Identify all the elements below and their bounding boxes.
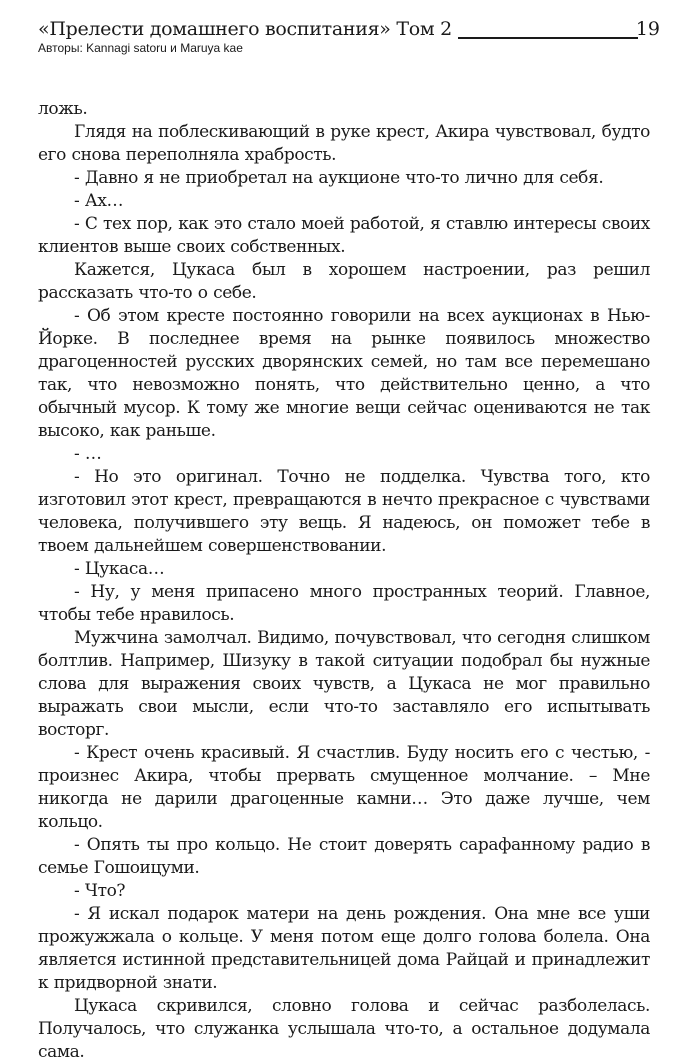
paragraph: Мужчина замолчал. Видимо, почувствовал, что сегодня слишком болтлив. Например, Шизуку в такой ситуации подобрал бы нужные слова для выражения своих чувств, а Цукаса не мог правильно выражать свои мысли, если что-то заставляло его испытывать восторг. xyxy=(38,628,650,740)
authors-line: Авторы: Kannagi satoru и Maruya kae xyxy=(38,41,243,55)
paragraph: ложь. xyxy=(38,99,88,119)
book-title: «Прелести домашнего воспитания» Том 2 xyxy=(38,18,452,40)
paragraph: - Об этом кресте постоянно говорили на всех аукционах в Нью-Йорке. В последнее время на рынке появилось множество драгоценностей русских дворянских семей, но там все перемешано так, что невозможно понять, что действительно ценно, а что обычный мусор. К тому же многие вещи сейчас оцениваются не так высоко, как раньше. xyxy=(38,306,650,441)
paragraph: Цукаса скривился, словно голова и сейчас разболелась. Получалось, что служанка услышала что-то, а остальное додумала сама. xyxy=(38,996,650,1062)
paragraph: - … xyxy=(74,444,102,464)
paragraph: - Крест очень красивый. Я счастлив. Буду носить его с честью, - произнес Акира, чтобы прервать смущенное молчание. – Мне никогда не дарили драгоценные камни… Это даже лучше, чем кольцо. xyxy=(38,743,650,832)
paragraph: - Ах… xyxy=(74,191,124,211)
paragraph: - Я искал подарок матери на день рождения. Она мне все уши прожужжала о кольце. У меня потом еще долго голова болела. Она является истинной представительницей дома Райцай и принадлежит к придворной знати. xyxy=(38,904,650,993)
paragraph: Кажется, Цукаса был в хорошем настроении, раз решил рассказать что-то о себе. xyxy=(38,260,650,303)
paragraph: - Цукаса… xyxy=(74,559,165,579)
paragraph: - Но это оригинал. Точно не подделка. Чувства того, кто изготовил этот крест, превращаются в нечто прекрасное с чувствами человека, получившего эту вещь. Я надеюсь, он поможет тебе в твоем дальнейшем совершенствовании. xyxy=(38,467,650,556)
paragraph: - Давно я не приобретал на аукционе что-то лично для себя. xyxy=(74,168,604,188)
paragraph: - Опять ты про кольцо. Не стоит доверять сарафанному радио в семье Гошоицуми. xyxy=(38,835,650,878)
paragraph: - Что? xyxy=(74,881,126,901)
paragraph: - С тех пор, как это стало моей работой, я ставлю интересы своих клиентов выше своих собственных. xyxy=(38,214,650,257)
text-body xyxy=(38,98,650,1064)
header-rule xyxy=(458,37,638,39)
paragraph: Глядя на поблескивающий в руке крест, Акира чувствовал, будто его снова переполняла храбрость. xyxy=(38,122,650,165)
page-header xyxy=(38,18,650,55)
page-number: 19 xyxy=(635,18,660,40)
paragraph: - Ну, у меня припасено много пространных теорий. Главное, чтобы тебе нравилось. xyxy=(38,582,650,625)
